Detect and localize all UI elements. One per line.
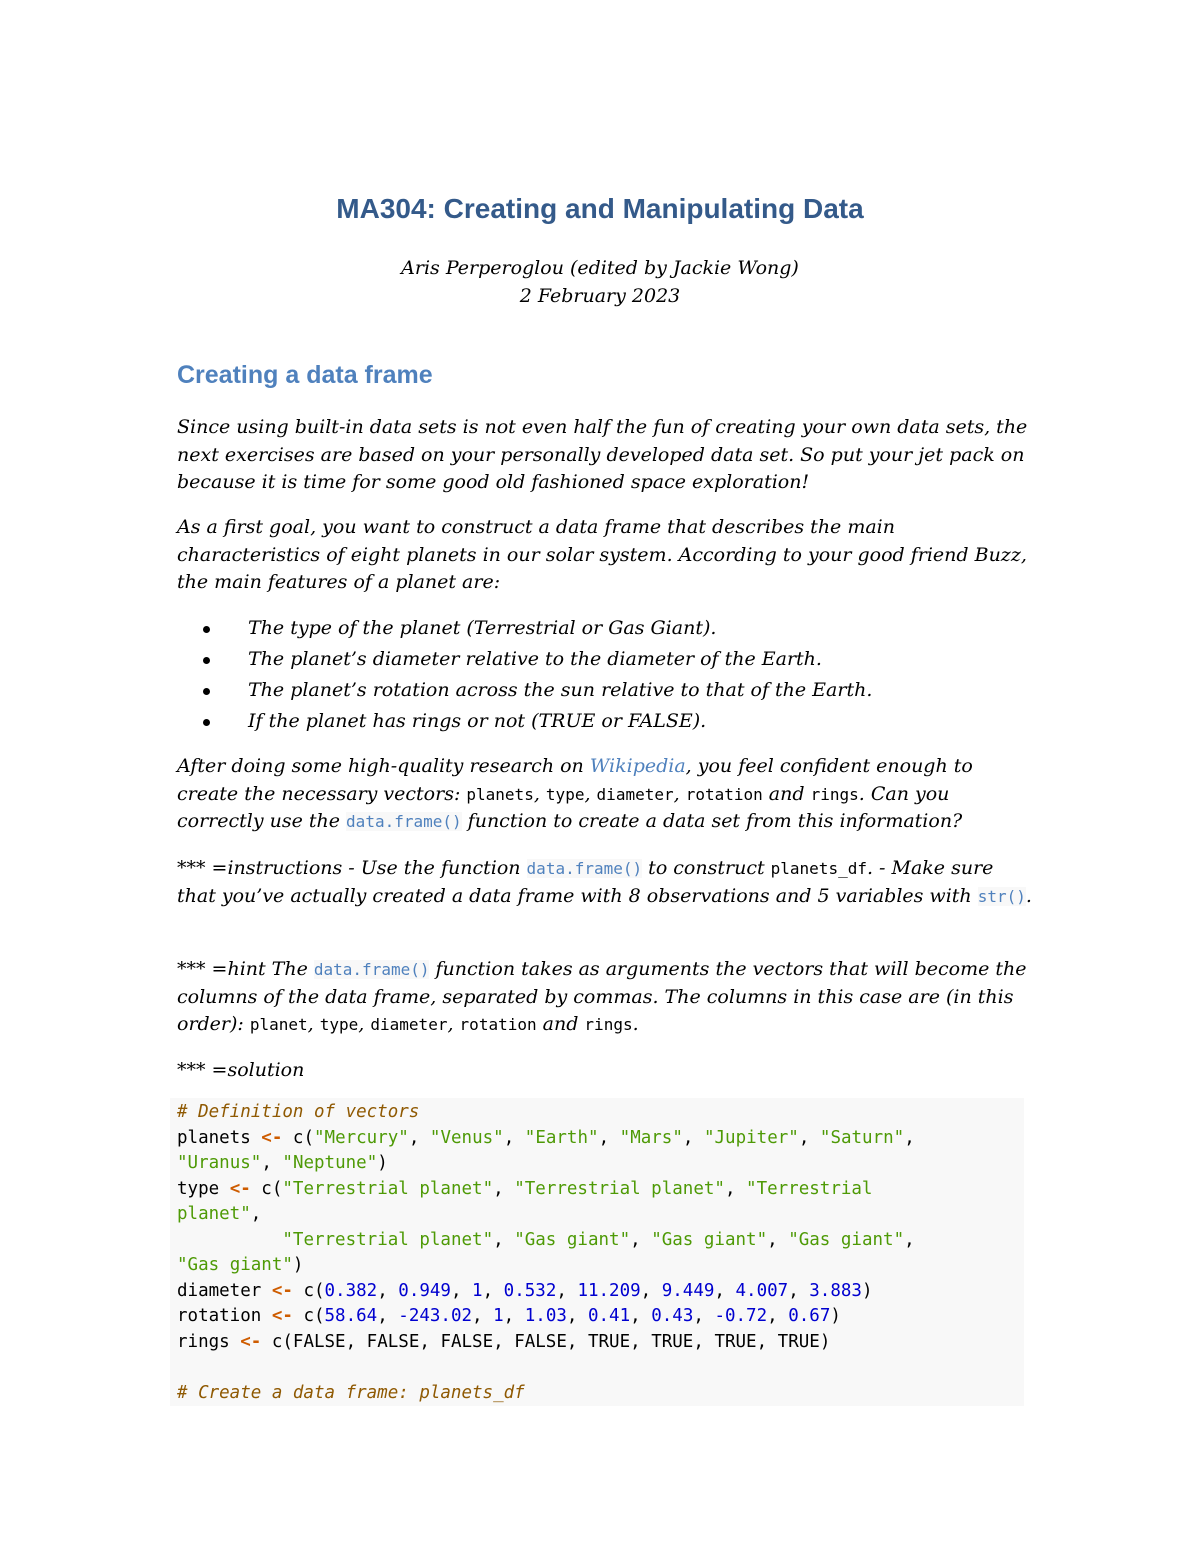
author: Aris Perperoglou (edited by Jackie Wong) xyxy=(401,257,799,279)
research-paragraph: After doing some high-quality research on Wikipedia, you feel confident enough to create the necessary vectors: planets, type, diameter, rotation and rings. Can you correctly use the data.frame() function to create a data set from this information? xyxy=(177,755,973,832)
instructions-paragraph: *** =instructions - Use the function data.frame() to construct planets_df. - Make sure that you’ve actually created a data frame with 8 observations and 5 variables with str(). xyxy=(177,857,1032,907)
list-item xyxy=(177,707,1037,738)
code-rotation: rotation xyxy=(685,784,763,804)
code-rings: rings xyxy=(584,1015,633,1034)
code-planets: planets xyxy=(466,784,534,804)
list-item-text: If the planet has rings or not (TRUE or FALSE). xyxy=(248,710,707,732)
code-comment: # Definition of vectors xyxy=(177,1102,420,1122)
code-data-frame: data.frame() xyxy=(313,960,430,979)
code-data-frame: data.frame() xyxy=(346,812,462,831)
solution-label: *** =solution xyxy=(177,1059,305,1081)
bullet-icon xyxy=(203,626,210,633)
document-title: MA304: Creating and Manipulating Data xyxy=(336,193,864,224)
code-block xyxy=(170,1098,1024,1406)
code-rings: rings xyxy=(810,784,859,804)
code-data-frame: data.frame() xyxy=(526,859,643,878)
list-item-text: The planet’s rotation across the sun relative to that of the Earth. xyxy=(248,679,873,701)
intro-paragraph: Since using built-in data sets is not even half the fun of creating your own data sets, the next exercises are based on your personally developed data set. So put your jet pack on because it is time for some good old fashioned space exploration! xyxy=(177,416,1028,493)
code-comment: # Create a data frame: planets_df xyxy=(177,1382,525,1403)
date: 2 February 2023 xyxy=(519,285,681,307)
list-item xyxy=(177,645,1037,676)
code-diameter: diameter xyxy=(596,784,674,804)
code-planets-df: planets_df xyxy=(770,859,867,878)
code-listing: # Definition of vectors planets <- c("Mercury", "Venus", "Earth", "Mars", "Jupiter", "Saturn", "Uranus", "Neptune") type <- c("Terrestrial planet", "Terrestrial planet", "Terrestrial planet", "Terrestrial planet", "Gas giant", "Gas giant", "Gas giant", "Gas giant") diameter <- c(0.382, 0.949, 1, 0.532, 11.209, 9.449, 4.007, 3.883) rotation <- c(58.64, -243.02, 1, 1.03, 0.41, 0.43, -0.72, 0.67) rings <- c(FALSE, FALSE, FALSE, FALSE, TRUE, TRUE, TRUE, TRUE) # Create a data frame: planets_df xyxy=(177,1102,915,1403)
hint-paragraph: *** =hint The data.frame() function takes as arguments the vectors that will become the columns of the data frame, separated by commas. The columns in this case are (in this order): planet, type, diameter, rotation and rings. xyxy=(177,958,1027,1035)
bullet-icon xyxy=(203,719,210,726)
bullet-icon xyxy=(203,657,210,664)
section-heading: Creating a data frame xyxy=(177,361,433,389)
list-item-text: The planet’s diameter relative to the diameter of the Earth. xyxy=(248,648,822,670)
bullet-icon xyxy=(203,688,210,695)
code-diameter: diameter xyxy=(370,1015,448,1034)
list-item xyxy=(177,614,1037,645)
goal-paragraph: As a first goal, you want to construct a data frame that describes the main characteristics of eight planets in our solar system. According to your good friend Buzz, the main features of a planet are: xyxy=(177,516,1027,593)
wikipedia-link[interactable]: Wikipedia xyxy=(589,755,686,777)
code-planet: planet xyxy=(249,1015,308,1034)
list-item xyxy=(177,676,1037,707)
code-type: type xyxy=(545,784,585,804)
code-str: str() xyxy=(977,886,1026,906)
list-item-text: The type of the planet (Terrestrial or Gas Giant). xyxy=(248,617,717,639)
code-type: type xyxy=(319,1015,359,1034)
feature-list xyxy=(177,614,1037,738)
code-rotation: rotation xyxy=(459,1015,537,1034)
